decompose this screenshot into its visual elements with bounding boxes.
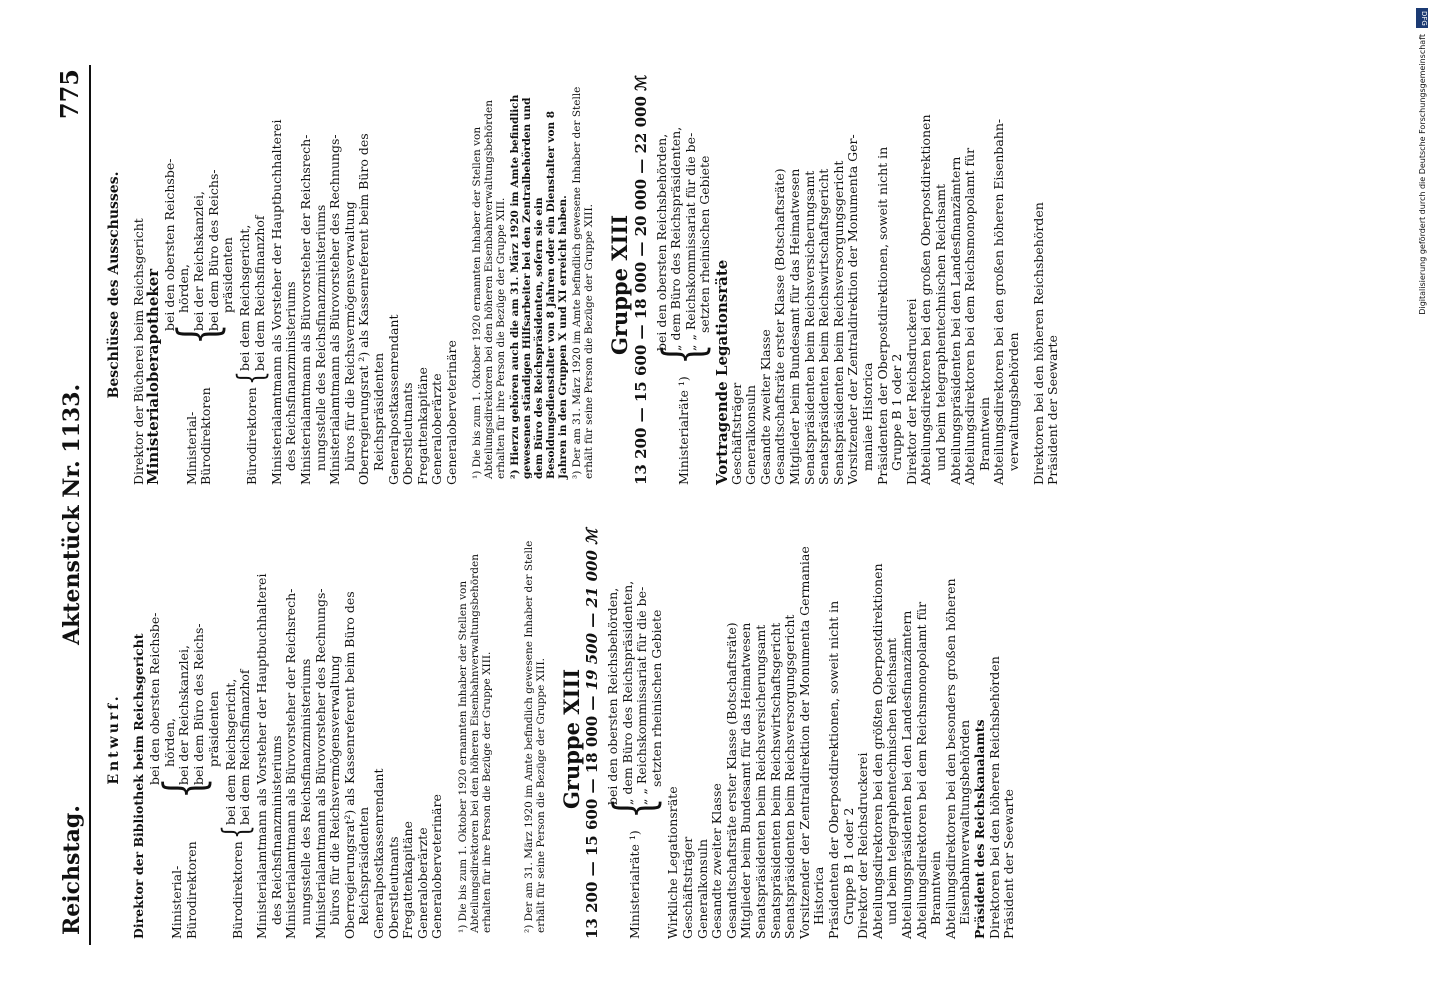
- digitization-credit: Digitalisierung gefördert durch die Deutsche Forschungsgemeinschaft: [1418, 34, 1427, 315]
- text-line: Präsidenten der Oberpostdirektionen, soweit nicht in: [825, 600, 841, 939]
- brace-item: präsidenten: [220, 237, 236, 313]
- text-line: Ministerialamtmann als Vorsteher der Hauptbuchhalterei: [268, 119, 284, 485]
- text-line: Oberstleutnants: [385, 836, 401, 939]
- brace-item: „ dem Büro des Reichspräsidenten,: [619, 580, 635, 805]
- dfg-logo-icon: DFG: [1416, 8, 1428, 28]
- text-line: Senatspräsidenten beim Reichsversorgungsgericht: [782, 614, 798, 939]
- text-line: Oberstleutnants: [400, 382, 416, 485]
- salary-step: 18 000: [583, 715, 602, 774]
- salary-step: 22 000 ℳ: [632, 74, 651, 154]
- group-list: [666, 539, 1016, 939]
- brace-item: bei der Reichskanzlei,: [190, 190, 206, 331]
- brace-label: Ministerial-Bürodirektoren: [183, 387, 214, 485]
- text-line: Präsident des Reichskanalamts: [971, 719, 987, 939]
- text-line: Generalkonsuln: [743, 385, 759, 485]
- brace-item: präsidenten: [205, 691, 221, 767]
- group-list: [715, 85, 1061, 485]
- text-line: Generaloberveterinäre: [443, 340, 459, 485]
- brace-items: [238, 215, 267, 371]
- brace-label: Bürodirektoren: [244, 387, 260, 485]
- text-line: Direktor der Bücherei beim Reichsgericht: [130, 218, 146, 485]
- text-line: Branntwein: [928, 851, 944, 925]
- brace-icon: {: [167, 323, 232, 345]
- brace-icon: {: [651, 343, 716, 365]
- brace-label: Ministerialräte ¹): [675, 376, 691, 485]
- text-line: Präsident der Seewarte: [1001, 789, 1017, 939]
- text-line: Abteilungsdirektoren bei den großen Oberpostdirektionen: [918, 114, 934, 485]
- brace-item: bei den obersten Reichsbe-: [147, 612, 163, 785]
- brace-item: bei dem Büro des Reichs-: [190, 623, 206, 785]
- text-line: Gesandtschaftsräte erster Klasse (Botschaftsräte): [723, 622, 739, 939]
- brace-items: [655, 127, 713, 351]
- text-line: Generaloberveterinäre: [429, 794, 445, 939]
- text-line: Abteilungspräsidenten bei den Landesfinanzämtern: [947, 156, 963, 485]
- brace-icon: {: [152, 777, 217, 799]
- text-line: Generalkonsuln: [694, 839, 710, 939]
- text-line: Geschäftsträger: [728, 382, 744, 485]
- footnote: ²) Hierzu gehören auch die am 31. März 1920 im Amte befindlich gewesenen ständigen Hilfsarbeiter bei den Zentralbehörden und dem Büro des Reichspräsidenten, sofern sie ein Besoldungsdienstalter von 8 Jahren oder ein Dienstalter von 8 Jahren in den Gruppen X und XI erreicht haben.: [509, 94, 570, 479]
- brace-item: „ dem Büro des Reichspräsidenten,: [668, 126, 684, 351]
- text-line: Senatspräsidenten beim Reichsversicherungsamt: [753, 624, 768, 939]
- text-line: Direktoren bei den höheren Reichsbehörden: [1030, 202, 1046, 485]
- salary-step: 15 600: [583, 798, 602, 857]
- salary-step: 13 200: [583, 881, 602, 939]
- brace-item: „ „ Reichskommissariat für die be-: [634, 586, 650, 805]
- text-line: büros für die Reichsvermögensverwaltung: [341, 201, 357, 471]
- text-line: Abteilungsdirektoren bei dem Reichsmonopolamt für: [962, 147, 978, 485]
- text-line: Vorsitzender der Zentraldirektion der Monumenta Ger-: [845, 134, 861, 485]
- text-line: Vorsitzender der Zentraldirektion der Monumenta Germaniae: [796, 546, 812, 939]
- text-line: Abteilungsdirektoren bei den besonders großen höheren: [942, 578, 958, 939]
- text-line: Senatspräsidenten beim Reichswirtschaftsgericht: [767, 622, 783, 939]
- text-line: Abteilungsdirektoren bei dem Reichsmonopolamt für: [913, 601, 929, 939]
- text-line: verwaltungsbehörden: [1005, 332, 1021, 471]
- text-line: Ministerialamtmann als Bürovorsteher des Rechnungs-: [327, 134, 343, 485]
- text-line: nungsstelle des Reichsfinanzministeriums: [297, 658, 313, 925]
- brace-item: bei den obersten Reichsbe-: [161, 158, 177, 331]
- text-line: Direktoren bei den höheren Reichsbehörden: [986, 656, 1002, 939]
- column-draft: [99, 528, 1017, 939]
- text-line: und beim telegraphentechnischen Reichsamt: [884, 637, 900, 925]
- salary-step: 13 200: [632, 427, 651, 485]
- text-line: Abteilungspräsidenten bei den Landesfinanzämtern: [898, 610, 914, 939]
- brace-icon: {: [231, 371, 272, 385]
- brace-item: bei der Reichskanzlei,: [176, 644, 192, 785]
- text-line: Geschäftsträger: [680, 836, 696, 939]
- text-line: Reichspräsidenten: [370, 352, 386, 471]
- brace-items: [606, 581, 664, 805]
- text-line: Wirkliche Legationsräte: [665, 786, 681, 939]
- text-line: Ministerialamtmann als Bürovorsteher der Reichsrech-: [297, 134, 313, 485]
- text-line: Historica: [811, 866, 827, 925]
- salary-step: 20 000: [632, 178, 651, 237]
- brace-item: bei den obersten Reichsbehörden,: [605, 587, 621, 805]
- brace-icon: {: [217, 825, 258, 839]
- text-lines: [270, 85, 460, 485]
- brace-group: [148, 539, 221, 939]
- text-line: und beim telegraphentechnischen Reichsamt: [932, 183, 948, 471]
- brace-item: bei dem Reichsgericht,: [222, 678, 238, 825]
- text-line: Gesandtschaftsräte erster Klasse (Botschaftsräte): [772, 168, 788, 485]
- text-line: Oberregierungsrat ²) als Kassenreferent beim Büro des: [356, 133, 372, 485]
- text-line: Senatspräsidenten beim Reichswirtschaftsgericht: [816, 168, 832, 485]
- brace-group: [603, 539, 668, 939]
- text-line: Mitglieder beim Bundesamt für das Heimatwesen: [787, 168, 802, 485]
- text-line: Präsidenten der Oberpostdirektionen, soweit nicht in: [874, 146, 890, 485]
- header-left: Reichstag.: [59, 805, 85, 935]
- brace-item: bei dem Reichsgericht,: [237, 224, 253, 371]
- brace-label: Bürodirektoren: [229, 841, 245, 939]
- brace-icon: {: [603, 797, 668, 819]
- text-line: Gesandte zweiter Klasse: [757, 329, 773, 485]
- text-line: Vortragende Legationsräte: [713, 259, 732, 485]
- footnote: ¹) Die bis zum 1. Oktober 1920 ernannten Inhaber der Stellen von Abteilungsdirektoren bei den höheren Eisenbahnverwaltungsbehörden erhalten für ihre Person die Bezüge der Gruppe XIII.: [471, 100, 508, 479]
- brace-group: [217, 539, 258, 939]
- text-line: Generaloberärzte: [414, 827, 430, 939]
- page-number: 775: [55, 69, 84, 120]
- text-line: Präsident der Seewarte: [1045, 335, 1061, 485]
- text-line: Gesandte zweiter Klasse: [709, 783, 725, 939]
- text-line: des Reichsfinanzministeriums: [283, 281, 299, 471]
- brace-group: [231, 85, 272, 485]
- page-header: [55, 65, 91, 945]
- group-heading: Gruppe XIII: [607, 214, 633, 356]
- brace-items: [163, 159, 236, 331]
- text-line: Oberregierungsrat²) als Kassenreferent beim Büro des: [341, 591, 357, 939]
- brace-item: setzten rheinischen Gebiete: [697, 155, 713, 333]
- salary-scale: 13 200 — 15 600 — 18 000 — 19 500 — 21 000 ℳ: [583, 528, 602, 939]
- text-line: Generaloberärzte: [429, 373, 445, 485]
- text-line: maniae Historica: [859, 362, 875, 471]
- column-committee-resolutions: [99, 74, 1061, 485]
- brace-group: [163, 85, 236, 485]
- footnote: ¹) Die bis zum 1. Oktober 1920 ernannten Inhaber der Stellen von Abteilungsdirektoren bei den höheren Eisenbahnverwaltungsbehörden erhalten für ihre Person die Bezüge der Gruppe XIII.: [456, 554, 493, 933]
- salary-step: 15 600: [632, 344, 651, 403]
- text-lines: [255, 539, 445, 939]
- text-line: Abteilungsdirektoren bei den größten Oberpostdirektionen: [869, 563, 885, 939]
- text-line: Gruppe B 1 oder 2: [840, 807, 856, 925]
- brace-item: hörden,: [176, 264, 192, 313]
- text-line: nungsstelle des Reichsfinanzministeriums: [312, 204, 328, 471]
- text-line: Ministerialoberapotheker: [144, 268, 163, 485]
- brace-items: [224, 669, 253, 825]
- document-page: [55, 65, 1061, 945]
- salary-step: 21 000 ℳ: [583, 528, 602, 608]
- text-line: Direktor der Reichsdruckerei: [855, 752, 871, 939]
- text-line: Senatspräsidenten beim Reichsversicherungsamt: [801, 170, 817, 485]
- salary-scale: 13 200 — 15 600 — 18 000 — 20 000 — 22 000 ℳ: [632, 74, 651, 485]
- column-title: Beschlüsse des Ausschusses.: [106, 171, 122, 399]
- text-line: Ministerialamtmann als Bürovorsteher der Reichsrech-: [283, 588, 299, 939]
- group-heading: Gruppe XIII: [558, 668, 584, 810]
- brace-item: bei dem Reichsfinanzhof: [237, 669, 253, 825]
- text-line: Branntwein: [976, 397, 992, 471]
- text-line: Reichspräsidenten: [356, 806, 372, 925]
- text-line: Generalpostkassenrendant: [385, 314, 401, 485]
- brace-item: setzten rheinischen Gebiete: [648, 609, 664, 787]
- header-center: Aktenstück Nr. 1133.: [59, 383, 85, 645]
- text-line: Generalpostkassenrendant: [370, 768, 386, 939]
- footnote: ²) Der am 31. März 1920 im Amte befindlich gewesene Inhaber der Stelle erhält für seine Person die Bezüge der Gruppe XIII.: [522, 540, 547, 933]
- text-line: Senatspräsidenten beim Reichsversorgungsgericht: [830, 160, 846, 485]
- text-line: Gruppe B 1 oder 2: [889, 353, 905, 471]
- text-line: [1022, 85, 1032, 485]
- text-line: des Reichsfinanzministeriums: [268, 735, 284, 925]
- text-line: Direktor der Reichsdruckerei: [903, 298, 919, 485]
- text-line: Ministerialamtmann als Bürovorsteher des Rechnungs-: [312, 588, 328, 939]
- brace-item: „ „ Reichskommissariat für die be-: [682, 132, 698, 351]
- text-line: Ministerialamtmann als Vorsteher der Hauptbuchhalterei: [254, 573, 270, 939]
- text-line: Mitglieder beim Bundesamt für das Heimatwesen: [738, 622, 754, 939]
- brace-label: Ministerialräte ¹): [626, 830, 642, 939]
- text-line: Eisenbahnverwaltungsbehörden: [957, 719, 973, 925]
- brace-group: [651, 85, 716, 485]
- brace-item: hörden,: [161, 718, 177, 767]
- footnote: ³) Der am 31. März 1920 im Amte befindlich gewesene Inhaber der Stelle erhält für seine Person die Bezüge der Gruppe XIII.: [571, 86, 596, 479]
- text-line: Direktor der Bibliothek beim Reichsgericht: [130, 633, 146, 939]
- brace-item: bei den obersten Reichsbehörden,: [653, 133, 669, 351]
- brace-item: bei dem Büro des Reichs-: [205, 169, 221, 331]
- brace-items: [148, 613, 221, 785]
- salary-step: 18 000: [632, 261, 651, 320]
- text-line: Fregattenkapitäne: [400, 821, 416, 939]
- text-line: Abteilungsdirektoren bei den großen höheren Eisenbahn-: [991, 118, 1007, 485]
- brace-item: bei dem Reichsfinanzhof: [251, 215, 267, 371]
- text-line: büros für die Reichsvermögensverwaltung: [327, 655, 343, 925]
- column-title: Entwurf.: [106, 693, 122, 785]
- salary-step: 19 500: [583, 632, 602, 691]
- brace-label: Ministerial-Bürodirektoren: [169, 841, 199, 939]
- text-line: Fregattenkapitäne: [414, 367, 430, 485]
